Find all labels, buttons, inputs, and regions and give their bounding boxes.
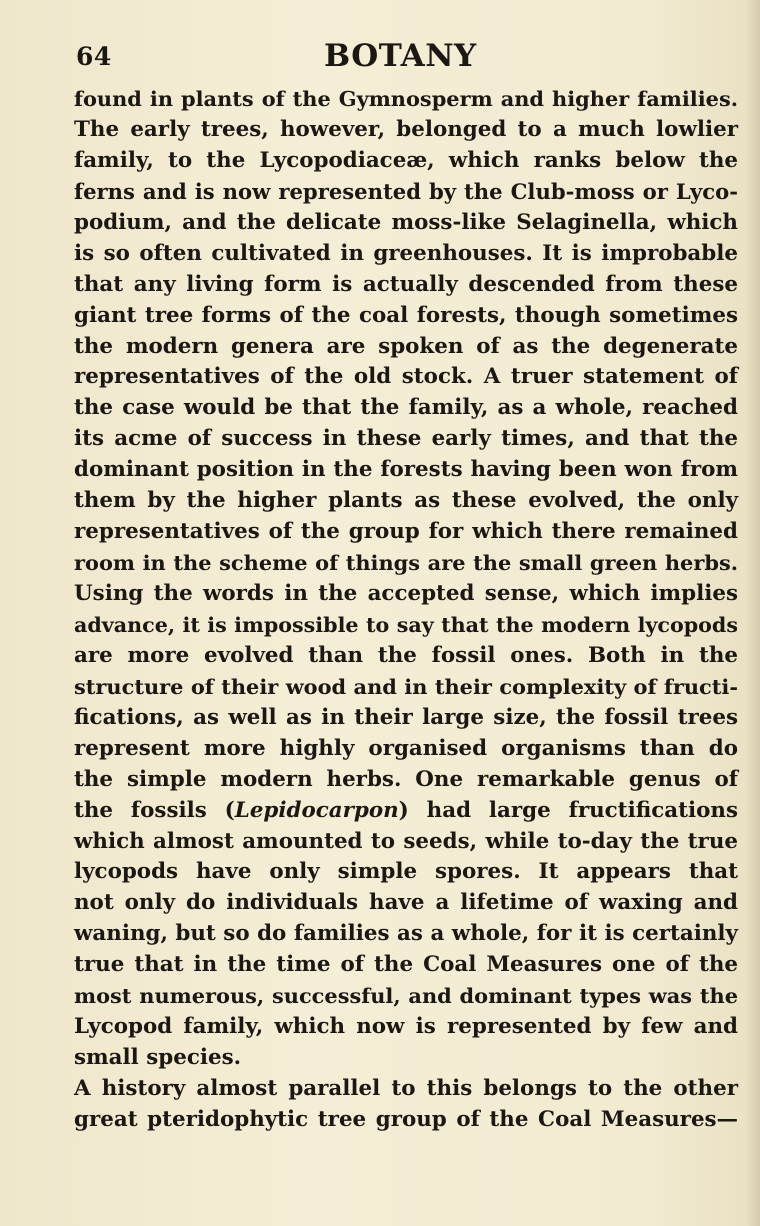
text-segment: the modern genera are spoken of as the degenerate (74, 333, 738, 359)
text-line (74, 362, 738, 393)
text-segment: structure of their wood and in their complexity of fructi- (74, 673, 738, 699)
page-edge-shadow (746, 0, 760, 1226)
text-segment: small species. (74, 1045, 242, 1071)
text-segment: fications, as well as in their large size, the fossil trees (74, 704, 738, 730)
text-line (74, 950, 738, 981)
text-line (74, 641, 738, 672)
text-line (74, 765, 738, 796)
text-segment: the simple modern herbs. One remarkable genus of (74, 766, 738, 792)
text-line (74, 1105, 738, 1136)
text-line (74, 579, 738, 610)
text-segment: dominant position in the forests having been won from (74, 457, 738, 483)
text-line (74, 1074, 738, 1105)
text-line (74, 332, 738, 363)
text-line (74, 919, 738, 950)
text-segment: giant tree forms of the coal forests, though sometimes (74, 302, 738, 328)
text-segment: family, to the Lycopodiaceæ, which ranks below the (74, 147, 738, 173)
text-line (74, 239, 738, 270)
text-line (74, 888, 738, 919)
text-line (74, 208, 738, 239)
text-segment: which almost amounted to seeds, while to-day the true (74, 828, 738, 854)
text-line (74, 981, 738, 1012)
text-segment: podium, and the delicate moss-like Selaginella, which (74, 209, 738, 235)
text-line (74, 177, 738, 208)
text-line (74, 424, 738, 455)
text-segment: them by the higher plants as these evolved, the only (74, 488, 738, 514)
text-segment: the fossils ( (74, 797, 235, 823)
text-segment: waning, but so do families as a whole, for it is certainly (74, 921, 738, 947)
text-line (74, 548, 738, 579)
text-segment: great pteridophytic tree group of the Coal Measures— (74, 1106, 738, 1132)
text-line (74, 115, 738, 146)
text-line (74, 301, 738, 332)
page-number: 64 (76, 42, 112, 71)
text-segment: its acme of success in these early times, and that the (74, 426, 738, 452)
running-title: BOTANY (324, 38, 477, 74)
text-line (74, 1043, 738, 1074)
text-segment: representatives of the group for which there remained (74, 519, 738, 545)
text-segment: The early trees, however, belonged to a much lowlier (74, 116, 738, 142)
text-line (74, 486, 738, 517)
text-segment: most numerous, successful, and dominant types was the (74, 983, 738, 1009)
body-text (74, 84, 738, 1136)
text-line (74, 146, 738, 177)
text-segment: true that in the time of the Coal Measures one of the (74, 952, 738, 978)
text-segment: is so often cultivated in greenhouses. It is improbable (74, 240, 738, 266)
text-segment: room in the scheme of things are the small green herbs. (74, 550, 738, 576)
text-segment: ) had large fructifications (398, 797, 738, 823)
italic-term: Lepidocarpon (234, 797, 399, 823)
text-segment: ferns and is now represented by the Club-moss or Lyco- (74, 178, 738, 204)
text-line (74, 672, 738, 703)
text-segment: represent more highly organised organisms than do (74, 735, 738, 761)
text-line (74, 610, 738, 641)
text-line (74, 455, 738, 486)
text-segment: lycopods have only simple spores. It appears that (74, 859, 738, 885)
text-segment: representatives of the old stock. A truer statement of (74, 364, 738, 390)
text-segment: the case would be that the family, as a whole, reached (74, 395, 738, 421)
text-segment: A history almost parallel to this belongs to the other (74, 1076, 738, 1101)
text-segment: are more evolved than the fossil ones. Both in the (74, 642, 738, 668)
text-line (74, 84, 738, 115)
text-line (74, 703, 738, 734)
text-line (74, 1012, 738, 1043)
text-segment: found in plants of the Gymnosperm and higher families. (74, 86, 738, 111)
page-header (76, 38, 736, 82)
text-line (74, 796, 738, 827)
text-segment: Lycopod family, which now is represented by few and (74, 1014, 738, 1040)
text-segment: that any living form is actually descended from these (74, 271, 738, 297)
text-line (74, 857, 738, 888)
text-line (74, 734, 738, 765)
text-segment: Using the words in the accepted sense, which implies (74, 581, 738, 606)
text-segment: advance, it is impossible to say that the modern lycopods (74, 612, 738, 637)
text-segment: not only do individuals have a lifetime of waxing and (74, 890, 738, 916)
text-line (74, 517, 738, 548)
text-line (74, 270, 738, 301)
text-line (74, 393, 738, 424)
text-line (74, 827, 738, 858)
